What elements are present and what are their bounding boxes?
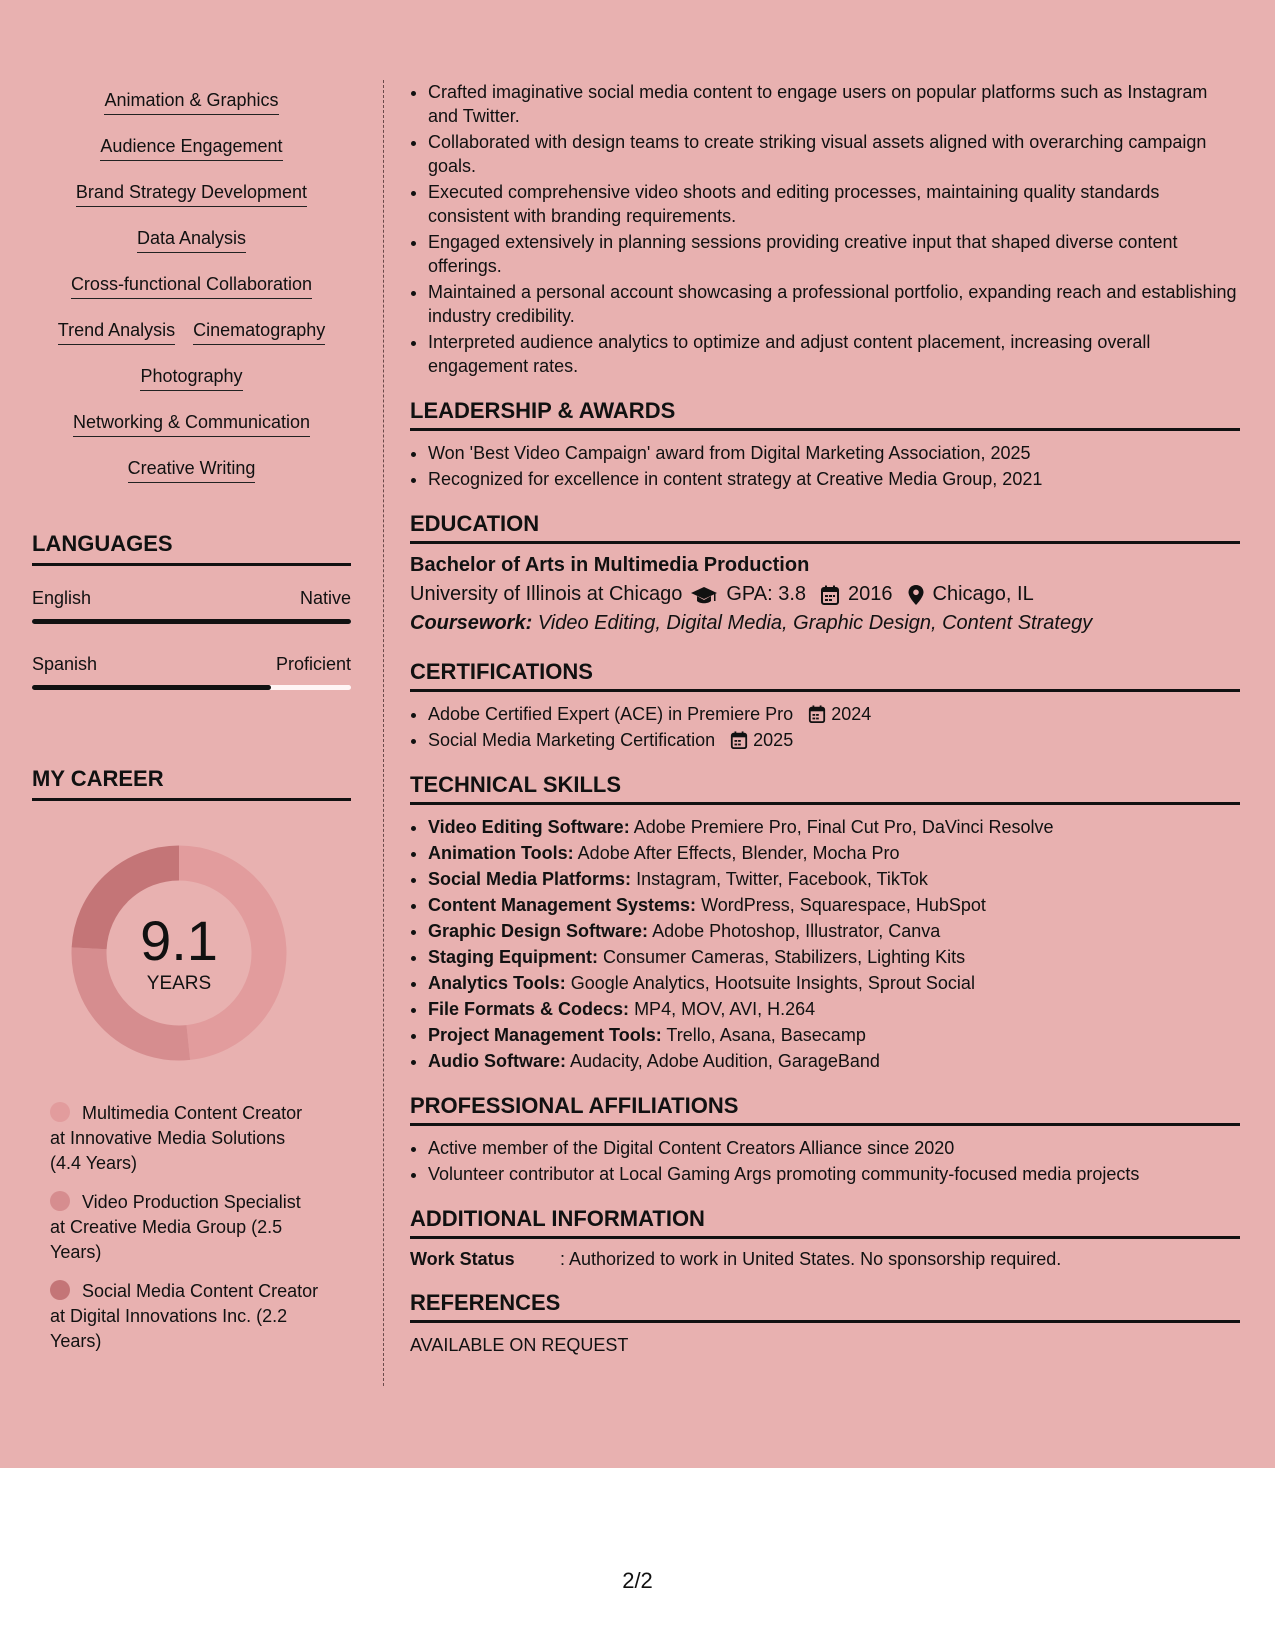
skill-tag: Audience Engagement [100,130,282,161]
experience-bullet: • Engaged extensively in planning sessions providing creative input that shaped diverse content offerings. [428,230,1240,278]
language-level: Native [299,588,351,608]
technical-skill-item [428,893,1240,917]
additional-info-title: ADDITIONAL INFORMATION [410,1206,1240,1239]
career-section [32,766,351,1354]
languages-title: LANGUAGES [32,531,351,566]
legend-dot [50,1102,70,1122]
page-number: 2/2 [622,1568,653,1593]
affiliation-item: • Volunteer contributor at Local Gaming Args promoting community-focused media projects [428,1162,1240,1186]
experience-bullet: • Collaborated with design teams to create striking visual assets aligned with overarching campaign goals. [428,130,1240,178]
education-location: Chicago, IL [932,583,1034,605]
technical-skill-label: Social Media Platforms: [428,869,632,889]
certification-item [428,702,1240,726]
main-column [410,80,1240,1356]
skill-tag: Networking & Communication [73,406,310,437]
graduation-cap-icon [690,585,718,605]
certifications-list [410,702,1240,752]
education-year: 2016 [848,583,893,605]
technical-skill-label: File Formats & Codecs: [428,999,630,1019]
language-proficiency-bar [32,619,351,624]
leadership-title: LEADERSHIP & AWARDS [410,398,1240,431]
education-gpa: GPA: 3.8 [726,583,807,605]
skills-list [32,84,351,498]
technical-skill-label: Content Management Systems: [428,895,697,915]
language-item [32,654,351,690]
technical-skill-value: Adobe After Effects, Blender, Mocha Pro [577,843,900,863]
career-role-label: Video Production Specialist at Creative Media Group (2.5 Years) [50,1192,301,1262]
technical-skill-value: Audacity, Adobe Audition, GarageBand [570,1051,880,1071]
affiliations-title: PROFESSIONAL AFFILIATIONS [410,1093,1240,1126]
technical-skill-value: MP4, MOV, AVI, H.264 [634,999,816,1019]
technical-skill-value: Instagram, Twitter, Facebook, TikTok [636,869,928,889]
certifications-title: CERTIFICATIONS [410,659,1240,692]
education-degree: Bachelor of Arts in Multimedia Production [410,554,810,576]
references-title: REFERENCES [410,1290,1240,1323]
experience-bullet: • Executed comprehensive video shoots and editing processes, maintaining quality standards consistent with branding requirements. [428,180,1240,228]
certification-year: 2024 [831,704,872,724]
legend-dot [50,1191,70,1211]
language-level: Proficient [275,654,351,674]
career-legend-item [50,1101,320,1176]
technical-skill-label: Graphic Design Software: [428,921,649,941]
technical-skill-label: Animation Tools: [428,843,574,863]
experience-bullet: • Interpreted audience analytics to optimize and adjust content placement, increasing overall engagement rates. [428,330,1240,378]
technical-skill-item [428,997,1240,1021]
certification-name: Adobe Certified Expert (ACE) in Premiere Pro [428,704,794,724]
affiliation-item: • Active member of the Digital Content Creators Alliance since 2020 [428,1136,1240,1160]
skill-tag: Creative Writing [128,452,256,483]
education-details [410,583,1240,606]
technical-skill-label: Video Editing Software: [428,817,630,837]
award-item: • Recognized for excellence in content strategy at Creative Media Group, 2021 [428,467,1240,491]
technical-skill-item [428,945,1240,969]
experience-bullet: • Crafted imaginative social media content to engage users on popular platforms such as Instagram and Twitter. [428,80,1240,128]
skill-tag: Cinematography [193,314,325,345]
sidebar [32,84,351,1368]
skill-tag: Brand Strategy Development [76,176,307,207]
certification-name: Social Media Marketing Certification [428,730,716,750]
technical-skill-value: WordPress, Squarespace, HubSpot [701,895,986,915]
award-item: • Won 'Best Video Campaign' award from Digital Marketing Association, 2025 [428,441,1240,465]
career-total-value: 9.1 [140,909,218,972]
career-role-label: Social Media Content Creator at Digital Innovations Inc. (2.2 Years) [50,1281,319,1351]
affiliations-list [410,1136,1240,1186]
calendar-icon [808,705,826,723]
language-proficiency-bar [32,685,351,690]
technical-skill-label: Analytics Tools: [428,973,566,993]
technical-skill-label: Staging Equipment: [428,947,598,967]
coursework-text: Video Editing, Digital Media, Graphic Design, Content Strategy [537,612,1093,634]
work-status-row [410,1249,1240,1270]
skill-tag: Cross-functional Collaboration [71,268,312,299]
education-title: EDUCATION [410,511,1240,544]
career-legend-item [50,1279,320,1354]
calendar-icon [730,731,748,749]
language-proficiency-fill [32,619,351,624]
technical-skill-item [428,919,1240,943]
experience-bullet: • Maintained a personal account showcasing a professional portfolio, expanding reach and establishing industry credibility. [428,280,1240,328]
skill-tag: Photography [140,360,242,391]
career-legend-item [50,1190,320,1265]
technical-skill-label: Audio Software: [428,1051,566,1071]
technical-skill-item [428,815,1240,839]
career-total-unit: YEARS [146,973,212,994]
language-name: English [32,588,92,608]
certification-year: 2025 [753,730,794,750]
technical-skill-item [428,971,1240,995]
technical-skills-list [410,815,1240,1073]
skill-tag: Animation & Graphics [104,84,278,115]
technical-skill-value: Adobe Photoshop, Illustrator, Canva [652,921,941,941]
language-proficiency-fill [32,685,271,690]
technical-skill-item [428,841,1240,865]
career-legend [32,1101,351,1354]
column-divider [383,80,384,1386]
technical-skill-item [428,1023,1240,1047]
technical-skill-value: Consumer Cameras, Stabilizers, Lighting Kits [603,947,966,967]
technical-skill-value: Trello, Asana, Basecamp [666,1025,866,1045]
technical-skill-value: Google Analytics, Hootsuite Insights, Sprout Social [570,973,975,993]
technical-skill-label: Project Management Tools: [428,1025,662,1045]
skill-tag: Data Analysis [137,222,246,253]
career-title: MY CAREER [32,766,351,801]
languages-section [32,531,351,690]
technical-skill-value: Adobe Premiere Pro, Final Cut Pro, DaVinci Resolve [633,817,1054,837]
language-item [32,588,351,624]
technical-skills-title: TECHNICAL SKILLS [410,772,1240,805]
technical-skill-item [428,867,1240,891]
work-status-label: Work Status [410,1249,515,1269]
career-role-label: Multimedia Content Creator at Innovative Media Solutions (4.4 Years) [50,1103,303,1173]
technical-skill-item [428,1049,1240,1073]
education-coursework [410,612,1240,635]
work-status-value: : Authorized to work in United States. No sponsorship required. [560,1249,1062,1269]
education-school: University of Illinois at Chicago [410,583,683,605]
location-pin-icon [907,584,925,606]
language-name: Spanish [32,654,98,674]
skill-tag: Trend Analysis [58,314,175,345]
certification-item [428,728,1240,752]
leadership-list [410,441,1240,491]
references-text: AVAILABLE ON REQUEST [410,1335,629,1355]
coursework-label: Coursework: [410,612,533,634]
career-donut-chart [32,833,351,1073]
legend-dot [50,1280,70,1300]
calendar-icon [820,585,840,605]
experience-bullets [410,80,1240,378]
